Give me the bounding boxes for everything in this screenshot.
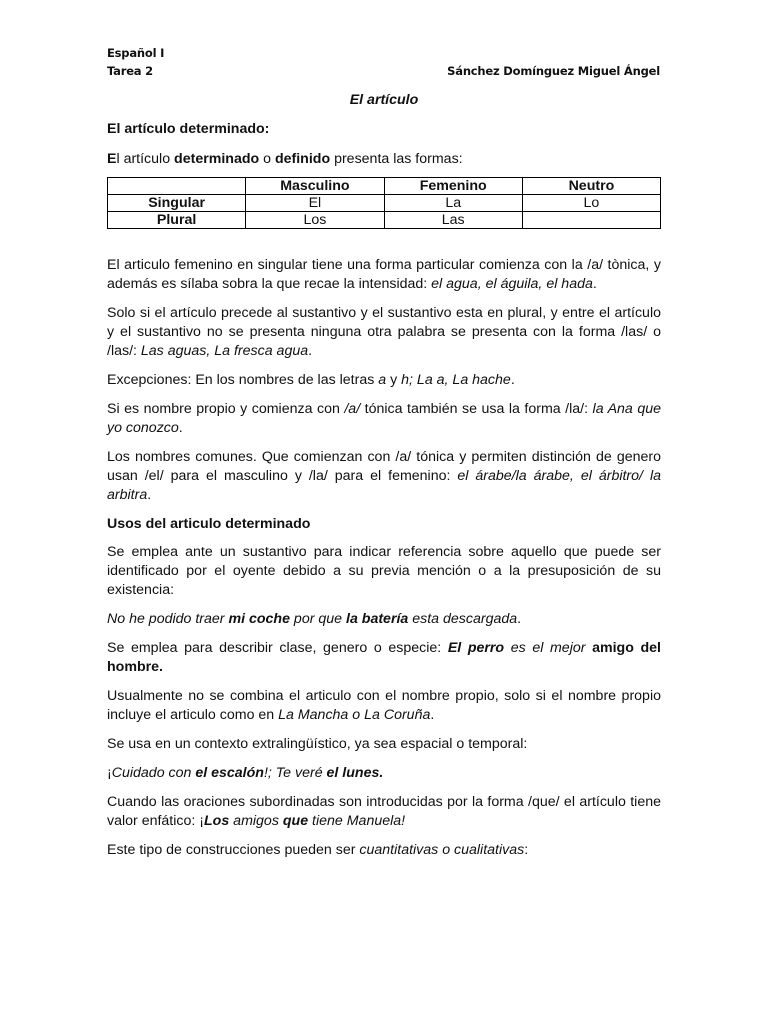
table-cell: Lo bbox=[522, 195, 660, 212]
table-cell: Las bbox=[384, 212, 522, 229]
text-run: No he podido traer bbox=[107, 611, 229, 627]
table-header-cell: Masculino bbox=[246, 178, 384, 195]
text-run: y bbox=[386, 372, 402, 388]
table-header-cell: Femenino bbox=[384, 178, 522, 195]
example-italic: el agua, el águila, el hada bbox=[431, 276, 593, 292]
text-run: esta descargada bbox=[408, 611, 518, 627]
text-run: . bbox=[510, 372, 515, 388]
example-coche bbox=[107, 610, 661, 629]
text-run: ¡ bbox=[107, 765, 112, 781]
text-run: Cuidado con bbox=[111, 765, 196, 781]
table-cell bbox=[522, 212, 660, 229]
text-run: Los nombres comunes. Que comienzan con /a/ tónica y permiten distinción de genero usan /el/ para el masculino y /la/ para el femenino: bbox=[107, 449, 661, 484]
example-bold: la batería bbox=[346, 611, 409, 627]
text-run: : bbox=[524, 842, 529, 858]
table-row bbox=[108, 212, 661, 229]
intro-bold-definido: definido bbox=[274, 151, 331, 167]
table-cell: Los bbox=[246, 212, 384, 229]
text-run: por que bbox=[289, 611, 346, 627]
example-bold: amigo del hombre. bbox=[107, 640, 661, 675]
example-italic: el árabe/la árabe, el árbitro/ la arbitra bbox=[107, 468, 661, 503]
paragraph-construcciones bbox=[107, 841, 661, 860]
example-italic: /a/ bbox=[344, 401, 361, 417]
example-bold: El perro bbox=[447, 640, 505, 656]
intro-text-3: presenta las formas: bbox=[330, 151, 463, 167]
paragraph-valor-enfatico bbox=[107, 793, 661, 831]
document-body bbox=[107, 90, 661, 870]
text-run: El articulo femenino en singular tiene una forma particular comienza con la /a/ tònica, y además es sílaba sobra la que recae la intensidad: bbox=[107, 257, 661, 292]
table-header-cell: Neutro bbox=[522, 178, 660, 195]
text-run: Usualmente no se combina el articulo con el nombre propio, solo si el nombre propio incluye el articulo como en bbox=[107, 688, 661, 723]
page-title: El artículo bbox=[349, 92, 419, 108]
example-escalon bbox=[107, 764, 661, 783]
text-run: Este tipo de construcciones pueden ser bbox=[107, 842, 360, 858]
example-italic: Las aguas, La fresca agua bbox=[140, 343, 309, 359]
paragraph-nombre-propio-articulo bbox=[107, 687, 661, 725]
table-row-label: Singular bbox=[108, 195, 246, 212]
paragraph-extralinguistico: Se usa en un contexto extralingüístico, ya sea espacial o temporal: bbox=[107, 736, 528, 752]
intro-bold-determinado: determinado bbox=[174, 151, 260, 167]
intro-text-2: o bbox=[259, 151, 275, 167]
table-header-row bbox=[108, 178, 661, 195]
paragraph-nombres-comunes bbox=[107, 448, 661, 505]
table-cell: El bbox=[246, 195, 384, 212]
example-italic: h; La a, La hache bbox=[401, 372, 511, 388]
header-course: Español I bbox=[107, 46, 165, 60]
example-bold: mi coche bbox=[228, 611, 290, 627]
text-run: . bbox=[308, 343, 313, 359]
example-bold: el escalón bbox=[195, 765, 264, 781]
example-bold: Los bbox=[204, 813, 230, 829]
example-italic: La Mancha o La Coruña bbox=[278, 707, 431, 723]
example-bold: el lunes. bbox=[326, 765, 384, 781]
paragraph-plural bbox=[107, 304, 661, 361]
section-heading-determinado: El artículo determinado: bbox=[107, 121, 270, 137]
text-run: es el mejor bbox=[504, 640, 593, 656]
intro-initial: E bbox=[107, 151, 117, 167]
table-row-label: Plural bbox=[108, 212, 246, 229]
text-run: . bbox=[147, 487, 152, 503]
example-italic: la Ana que yo conozco bbox=[107, 401, 661, 436]
text-run: tiene Manuela! bbox=[308, 813, 406, 829]
table-header-cell bbox=[108, 178, 246, 195]
header-author: Sánchez Domínguez Miguel Ángel bbox=[447, 64, 660, 78]
paragraph-femenino-singular bbox=[107, 256, 661, 294]
article-forms-table bbox=[107, 177, 661, 229]
text-run: Cuando las oraciones subordinadas son introducidas por la forma /que/ el artículo tiene valor enfático: ¡ bbox=[107, 794, 661, 829]
paragraph-nombre-propio bbox=[107, 400, 661, 438]
paragraph-uso-clase bbox=[107, 639, 661, 677]
text-run: Si es nombre propio y comienza con bbox=[107, 401, 345, 417]
table-cell: La bbox=[384, 195, 522, 212]
header-task: Tarea 2 bbox=[107, 64, 153, 78]
text-run: . bbox=[592, 276, 597, 292]
intro-paragraph bbox=[107, 150, 661, 169]
text-run: . bbox=[517, 611, 522, 627]
example-italic: a bbox=[378, 372, 387, 388]
text-run: tónica también se usa la forma /la/: bbox=[360, 401, 593, 417]
example-bold: que bbox=[282, 813, 309, 829]
text-run: !; Te veré bbox=[263, 765, 327, 781]
text-run: Solo si el artículo precede al sustantivo y el sustantivo esta en plural, y entre el artículo y el sustantivo no se presenta ninguna otra palabra se presenta con la forma /las/ o /las/: bbox=[107, 305, 661, 359]
paragraph-uso-referencia: Se emplea ante un sustantivo para indicar referencia sobre aquello que puede ser identificado por el oyente debido a su previa mención o a la presuposición de su existencia: bbox=[107, 544, 661, 598]
text-run: Excepciones: En los nombres de las letras bbox=[107, 372, 379, 388]
text-run: . bbox=[430, 707, 435, 723]
table-row bbox=[108, 195, 661, 212]
text-run: Se emplea para describir clase, genero o especie: bbox=[107, 640, 448, 656]
paragraph-excepciones bbox=[107, 371, 661, 390]
intro-text-1: l artículo bbox=[116, 151, 175, 167]
text-run: . bbox=[178, 420, 183, 436]
text-run: amigos bbox=[229, 813, 283, 829]
section-heading-usos: Usos del articulo determinado bbox=[107, 516, 311, 532]
example-italic: cuantitativas o cualitativas bbox=[359, 842, 525, 858]
